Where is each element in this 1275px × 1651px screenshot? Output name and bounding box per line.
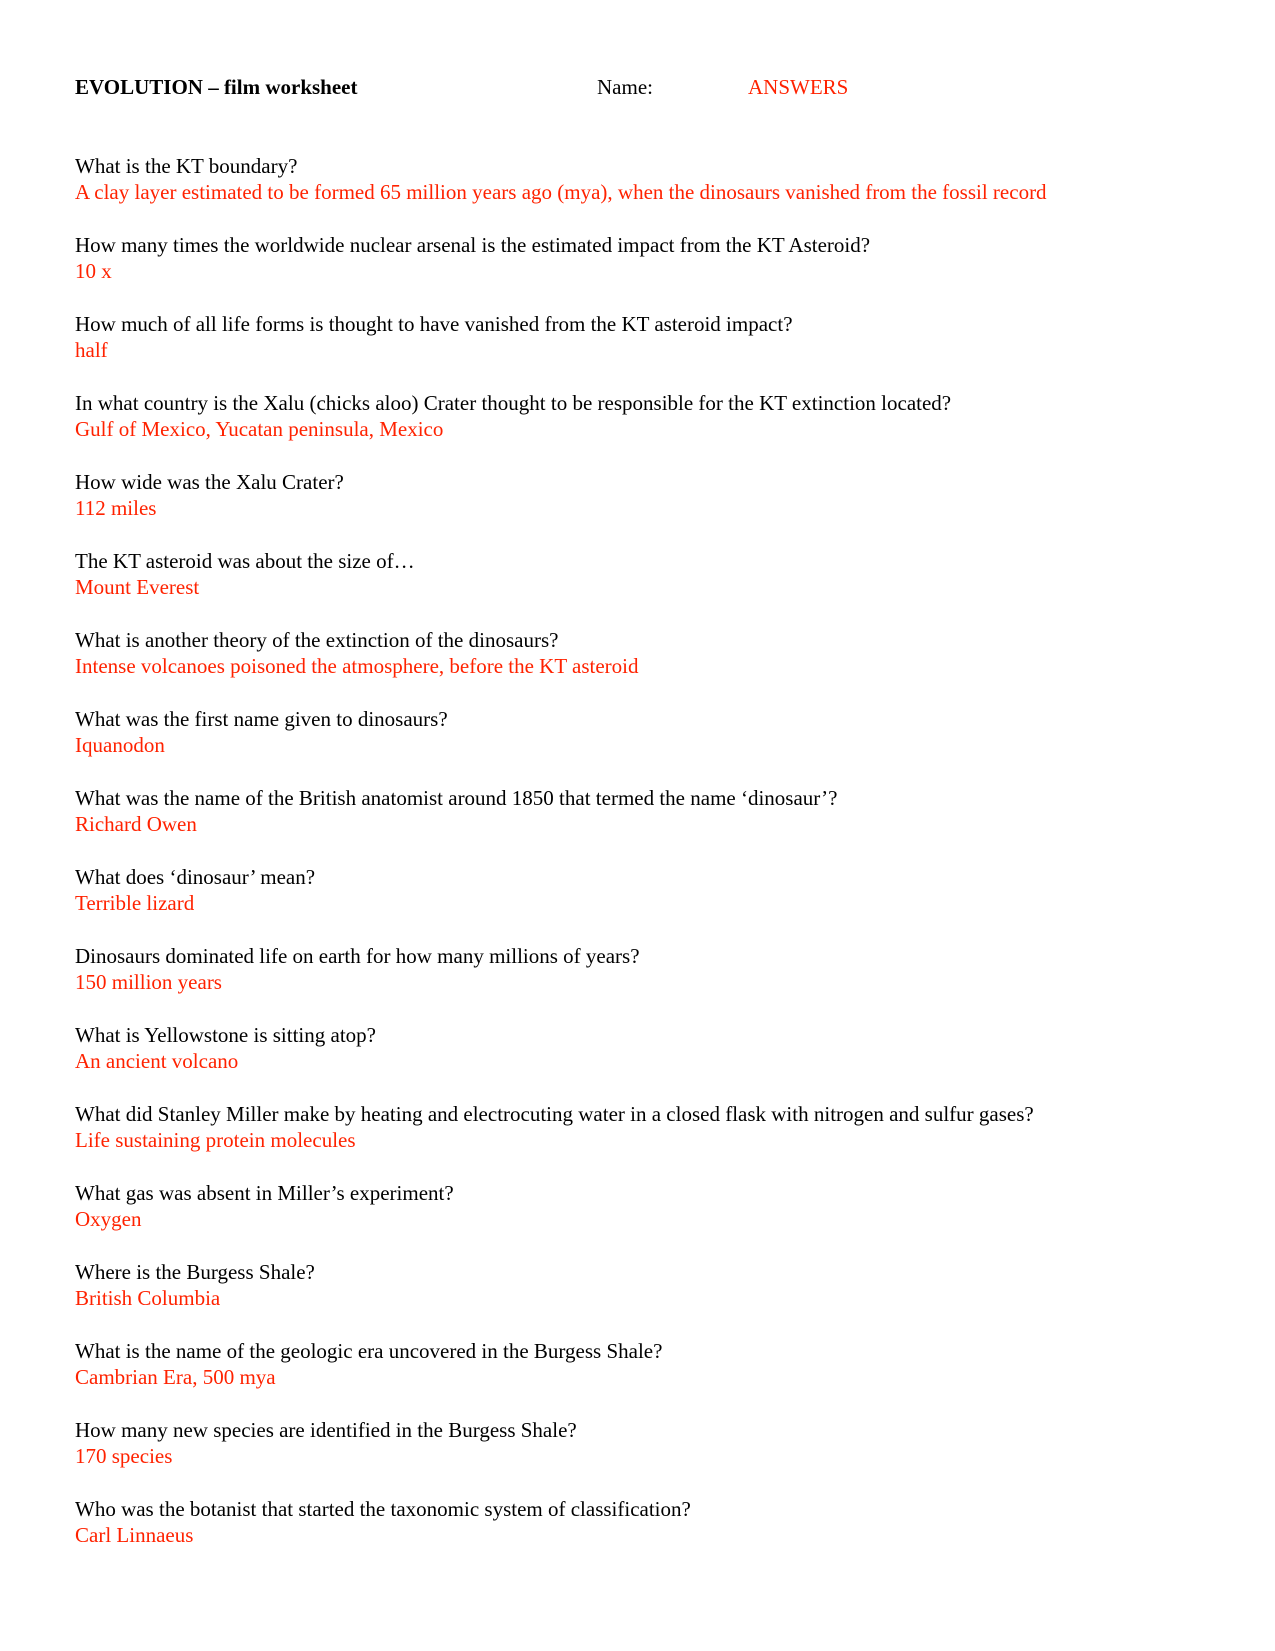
question-text: What is the name of the geologic era uncovered in the Burgess Shale? [75, 1339, 663, 1363]
question-item [75, 1180, 1225, 1259]
name-label: Name: [597, 75, 653, 99]
question-item [75, 943, 1225, 1022]
question-item [75, 390, 1225, 469]
question-text: What is Yellowstone is sitting atop? [75, 1023, 376, 1047]
answer-text: Iquanodon [75, 733, 165, 757]
question-item [75, 864, 1225, 943]
answer-text: Gulf of Mexico, Yucatan peninsula, Mexico [75, 417, 444, 441]
question-item [75, 548, 1225, 627]
question-text: What was the name of the British anatomist around 1850 that termed the name ‘dinosaur’? [75, 786, 838, 810]
question-text: What is another theory of the extinction of the dinosaurs? [75, 628, 559, 652]
question-text: In what country is the Xalu (chicks aloo) Crater thought to be responsible for the KT extinction located? [75, 391, 952, 415]
question-item [75, 627, 1225, 706]
question-item [75, 232, 1225, 311]
question-item [75, 706, 1225, 785]
question-text: What gas was absent in Miller’s experiment? [75, 1181, 454, 1205]
question-item [75, 153, 1225, 232]
name-value: ANSWERS [748, 75, 849, 99]
question-text: The KT asteroid was about the size of… [75, 549, 415, 573]
worksheet-header [75, 72, 1225, 102]
question-text: How much of all life forms is thought to have vanished from the KT asteroid impact? [75, 312, 793, 336]
answer-text: Life sustaining protein molecules [75, 1128, 356, 1152]
question-list [75, 153, 1225, 1575]
answer-text: Carl Linnaeus [75, 1523, 194, 1547]
answer-text: An ancient volcano [75, 1049, 239, 1073]
question-text: Who was the botanist that started the taxonomic system of classification? [75, 1497, 691, 1521]
question-text: How many new species are identified in the Burgess Shale? [75, 1418, 577, 1442]
answer-text: Intense volcanoes poisoned the atmosphere, before the KT asteroid [75, 654, 639, 678]
answer-text: A clay layer estimated to be formed 65 million years ago (mya), when the dinosaurs vanished from the fossil record [75, 180, 1047, 204]
answer-text: half [75, 338, 108, 362]
question-text: What was the first name given to dinosaurs? [75, 707, 448, 731]
answer-text: 170 species [75, 1444, 173, 1468]
question-text: What did Stanley Miller make by heating and electrocuting water in a closed flask with nitrogen and sulfur gases? [75, 1102, 1034, 1126]
question-text: What does ‘dinosaur’ mean? [75, 865, 316, 889]
answer-text: British Columbia [75, 1286, 221, 1310]
answer-text: 150 million years [75, 970, 222, 994]
question-item [75, 1338, 1225, 1417]
question-text: What is the KT boundary? [75, 154, 298, 178]
question-item [75, 1417, 1225, 1496]
question-item [75, 1101, 1225, 1180]
question-text: How wide was the Xalu Crater? [75, 470, 344, 494]
answer-text: Terrible lizard [75, 891, 195, 915]
question-item [75, 469, 1225, 548]
answer-text: 10 x [75, 259, 112, 283]
answer-text: 112 miles [75, 496, 157, 520]
question-text: How many times the worldwide nuclear arsenal is the estimated impact from the KT Asteroid? [75, 233, 871, 257]
question-item [75, 1259, 1225, 1338]
question-item [75, 785, 1225, 864]
question-text: Dinosaurs dominated life on earth for how many millions of years? [75, 944, 640, 968]
answer-text: Cambrian Era, 500 mya [75, 1365, 276, 1389]
question-item [75, 1022, 1225, 1101]
answer-text: Mount Everest [75, 575, 200, 599]
question-item [75, 1496, 1225, 1575]
answer-text: Richard Owen [75, 812, 197, 836]
worksheet-title: EVOLUTION – film worksheet [75, 75, 358, 99]
question-text: Where is the Burgess Shale? [75, 1260, 315, 1284]
question-item [75, 311, 1225, 390]
answer-text: Oxygen [75, 1207, 142, 1231]
